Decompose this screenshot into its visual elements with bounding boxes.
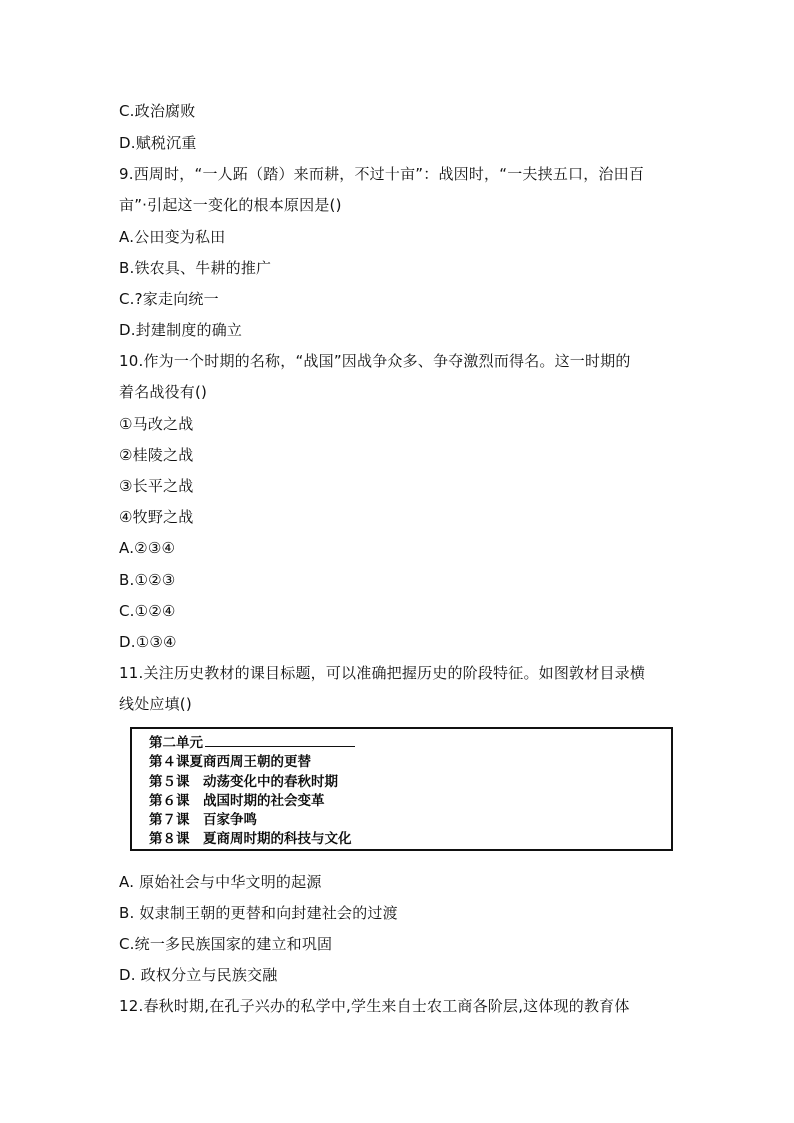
question-11-line-2: 线处应填() [119, 695, 192, 713]
question-9-line-2: 亩”·引起这一变化的根本原因是() [119, 196, 342, 214]
item-3-q10: ③长平之战 [119, 477, 194, 495]
option-a-q10: A.②③④ [119, 539, 176, 557]
figure-lesson-6: 第６课 战国时期的社会变革 [149, 793, 325, 809]
option-c-q11: C.统一多民族国家的建立和巩固 [119, 935, 333, 953]
option-b-q9: B.铁农具、牛耕的推广 [119, 259, 272, 277]
figure-lesson-8: 第８课 夏商周时期的科技与文化 [149, 831, 352, 847]
option-a-q11: A. 原始社会与中华文明的起源 [119, 873, 322, 891]
question-12-line-1: 12.春秋时期,在孔子兴办的私学中,学生来自士农工商各阶层,这体现的教育体 [119, 997, 630, 1015]
option-d-q8: D.赋税沉重 [119, 134, 197, 152]
figure-lesson-5: 第５课 动荡变化中的春秋时期 [149, 774, 338, 790]
item-2-q10: ②桂陵之战 [119, 446, 194, 464]
textbook-contents-figure [130, 727, 673, 851]
item-4-q10: ④牧野之战 [119, 508, 194, 526]
option-b-q10: B.①②③ [119, 571, 176, 589]
item-1-q10: ①马改之战 [119, 415, 194, 433]
question-9-line-1: 9.西周时，“一人跖（踏）来而耕，不过十亩”：战因时，“一夫挟五口，治田百 [119, 165, 645, 183]
fill-in-blank-line [205, 734, 355, 747]
option-d-q11: D. 政权分立与民族交融 [119, 966, 278, 984]
figure-unit-title: 第二单元 [149, 735, 203, 751]
figure-lesson-7: 第７课 百家争鸣 [149, 812, 257, 828]
figure-unit-row [149, 734, 355, 752]
question-10-line-1: 10.作为一个时期的名称，“战国”因战争众多、争夺激烈而得名。这一时期的 [119, 352, 631, 370]
option-d-q9: D.封建制度的确立 [119, 321, 243, 339]
option-b-q11: B. 奴隶制王朝的更替和向封建社会的过渡 [119, 904, 398, 922]
option-c-q8: C.政治腐败 [119, 102, 196, 120]
question-10-line-2: 着名战役有() [119, 383, 208, 401]
option-a-q9: A.公田变为私田 [119, 228, 226, 246]
question-11-line-1: 11.关注历史教材的课目标题，可以准确把握历史的阶段特征。如图敦材目录横 [119, 664, 646, 682]
option-c-q9: C.?家走向统一 [119, 290, 219, 308]
option-c-q10: C.①②④ [119, 602, 176, 620]
figure-lesson-4: 第４课夏商西周王朝的更替 [149, 754, 311, 770]
option-d-q10: D.①③④ [119, 633, 177, 651]
